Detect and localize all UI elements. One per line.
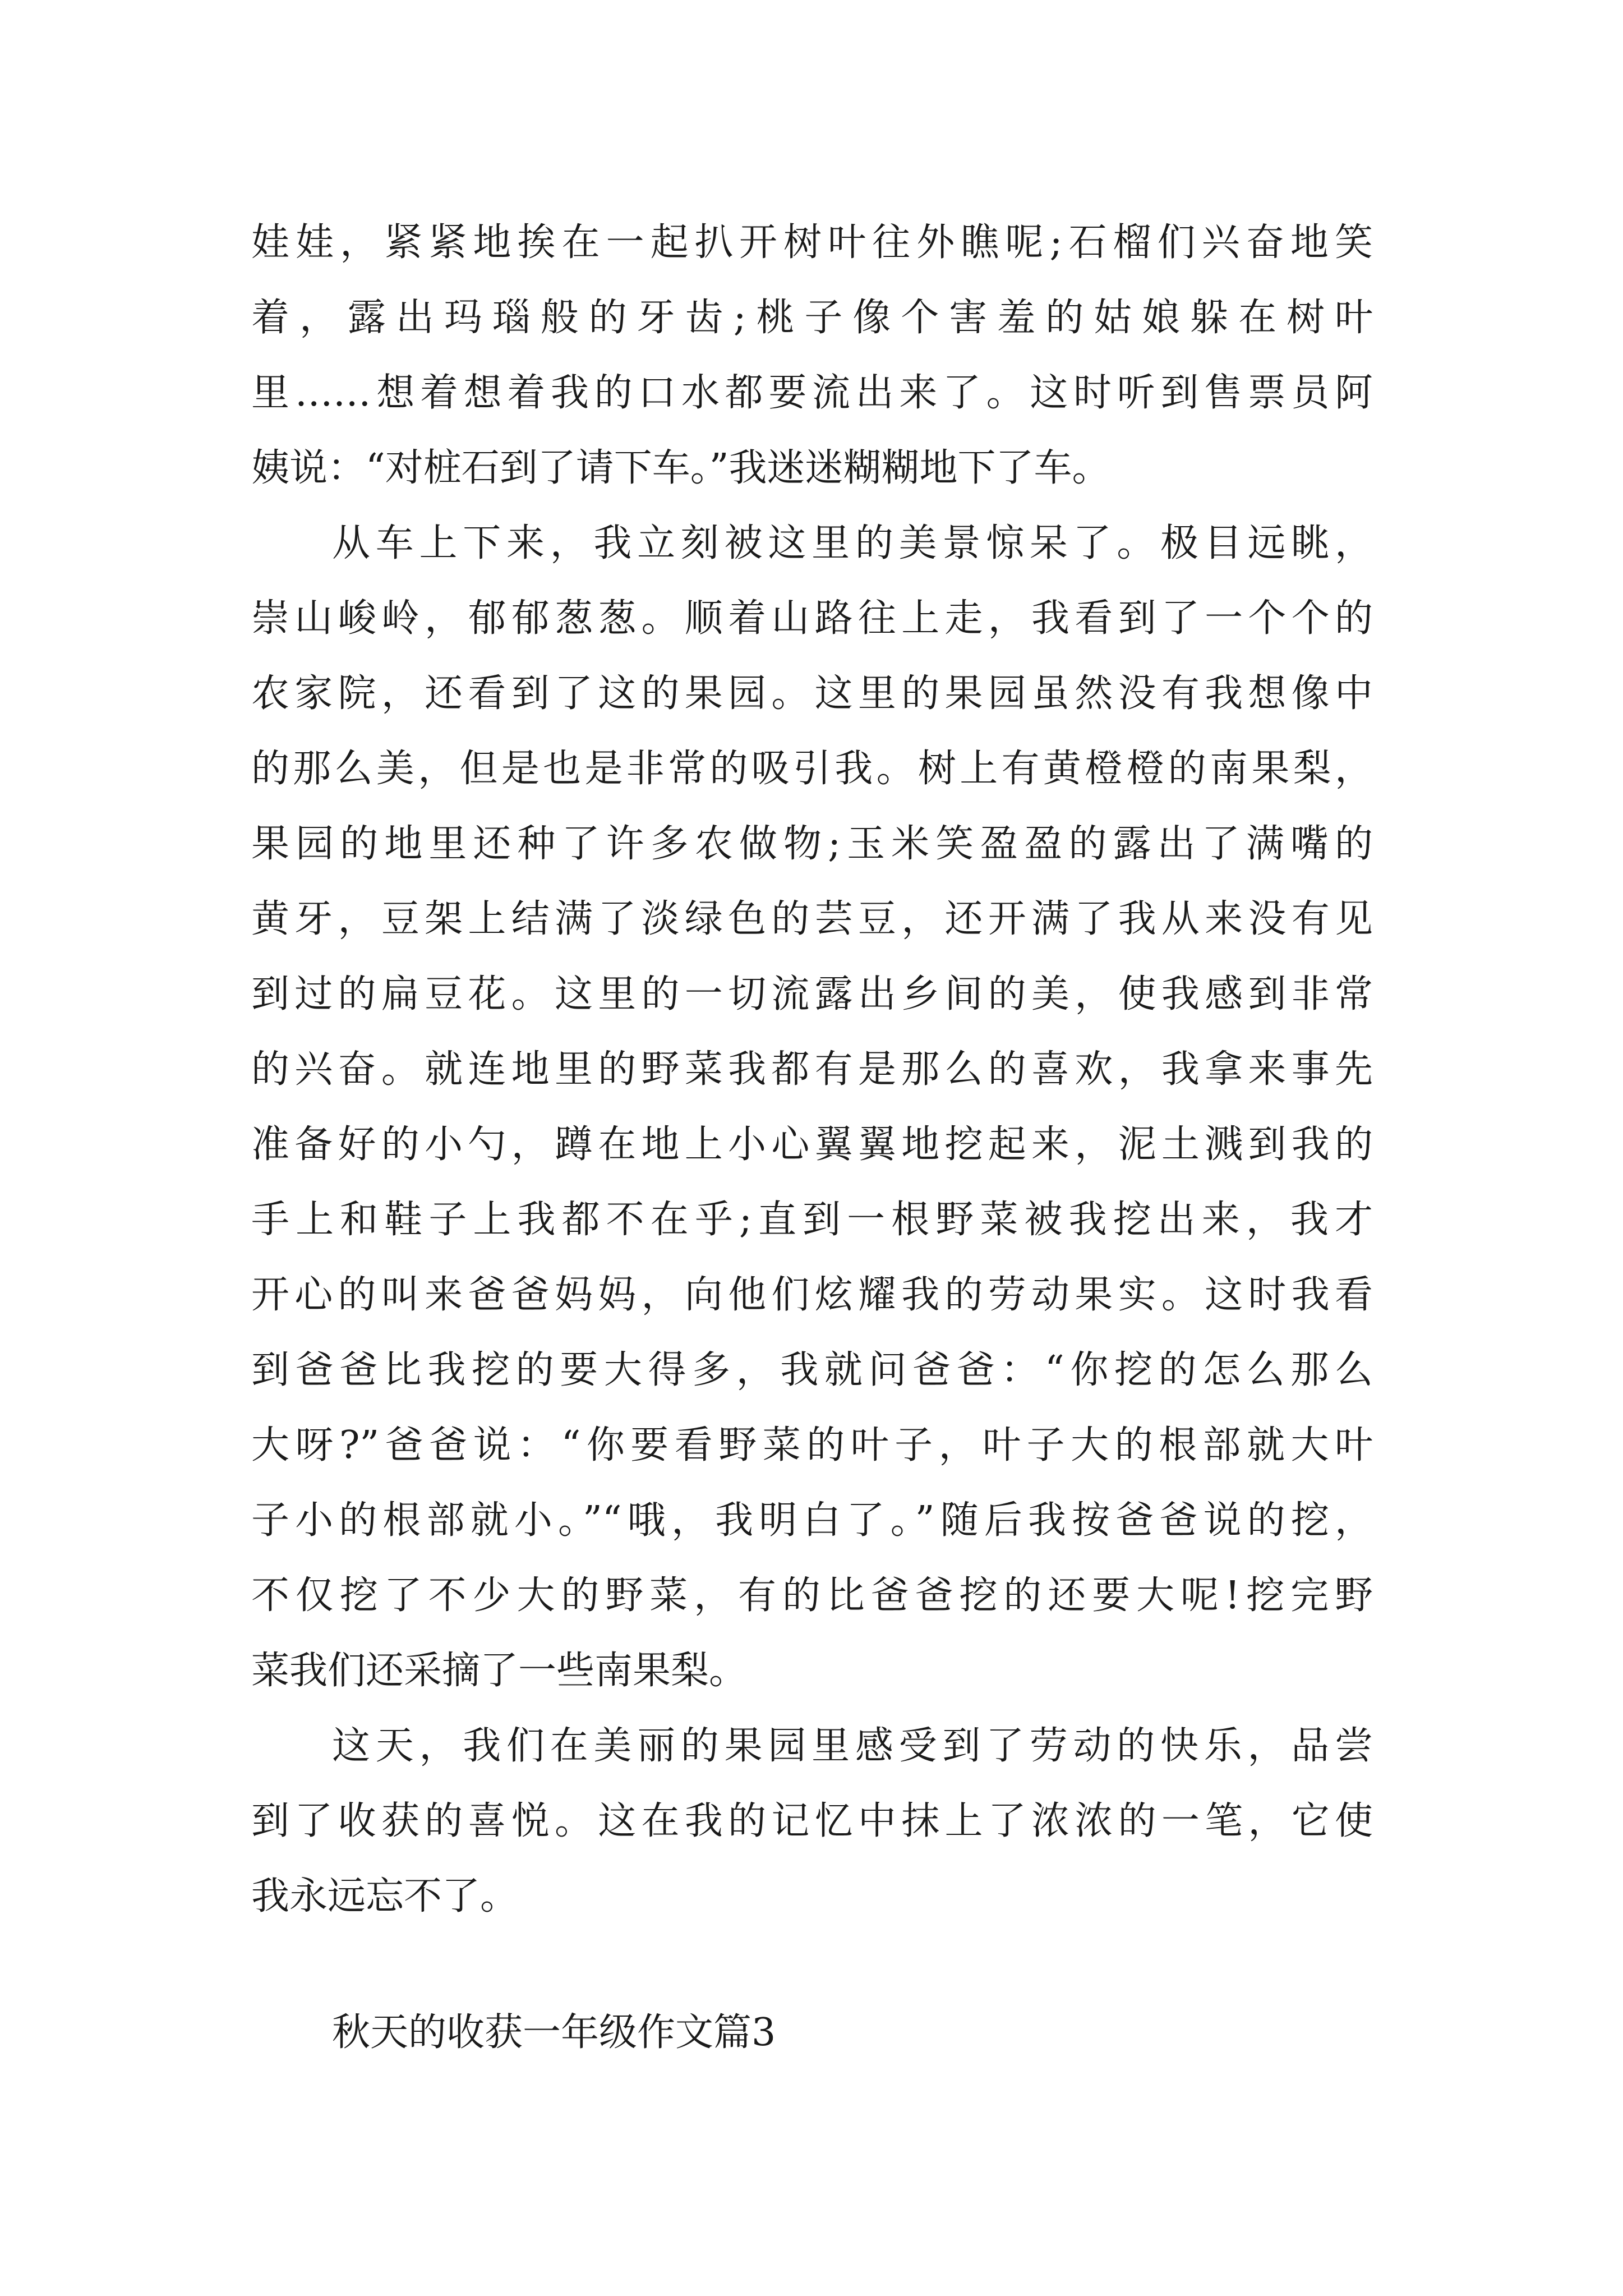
text-line: 的兴奋。就连地里的野菜我都有是那么的喜欢，我拿来事先 xyxy=(251,1047,1373,1092)
text-line: 崇山峻岭，郁郁葱葱。顺着山路往上走，我看到了一个个的 xyxy=(251,596,1373,641)
text-line: 姨说：“对桩石到了请下车。”我迷迷糊糊地下了车。 xyxy=(251,446,1110,490)
text-line: 娃娃，紧紧地挨在一起扒开树叶往外瞧呢;石榴们兴奋地笑 xyxy=(251,220,1373,265)
text-line: 果园的地里还种了许多农做物;玉米笑盈盈的露出了满嘴的 xyxy=(251,822,1373,866)
text-line: 开心的叫来爸爸妈妈，向他们炫耀我的劳动果实。这时我看 xyxy=(251,1273,1373,1317)
paragraph xyxy=(251,506,1373,1709)
text-line: 这天，我们在美丽的果园里感受到了劳动的快乐，品尝 xyxy=(332,1724,1373,1768)
section-heading: 秋天的收获一年级作文篇3 xyxy=(332,2010,776,2055)
text-line: 到爸爸比我挖的要大得多，我就问爸爸：“你挖的怎么那么 xyxy=(251,1348,1373,1392)
essay-body xyxy=(251,205,1373,1934)
text-line: 农家院，还看到了这的果园。这里的果园虽然没有我想像中 xyxy=(251,671,1373,716)
text-line: 手上和鞋子上我都不在乎;直到一根野菜被我挖出来，我才 xyxy=(251,1198,1373,1242)
text-line: 到了收获的喜悦。这在我的记忆中抹上了浓浓的一笔，它使 xyxy=(251,1799,1373,1843)
text-line: 大呀?”爸爸说：“你要看野菜的叶子，叶子大的根部就大叶 xyxy=(251,1423,1373,1467)
text-line: 我永远忘不了。 xyxy=(251,1874,519,1918)
text-line: 子小的根部就小。”“哦，我明白了。”随后我按爸爸说的挖， xyxy=(251,1498,1373,1543)
text-line: 里……想着想着我的口水都要流出来了。这时听到售票员阿 xyxy=(251,371,1373,415)
text-line: 从车上下来，我立刻被这里的美景惊呆了。极目远眺， xyxy=(332,521,1373,565)
text-line: 到过的扁豆花。这里的一切流露出乡间的美，使我感到非常 xyxy=(251,972,1373,1016)
text-line: 着，露出玛瑙般的牙齿;桃子像个害羞的姑娘躲在树叶 xyxy=(251,296,1373,340)
text-line: 菜我们还采摘了一些南果梨。 xyxy=(251,1649,748,1693)
text-line: 准备好的小勺，蹲在地上小心翼翼地挖起来，泥土溅到我的 xyxy=(251,1122,1373,1167)
text-line: 不仅挖了不少大的野菜，有的比爸爸挖的还要大呢!挖完野 xyxy=(251,1573,1373,1618)
paragraph xyxy=(251,205,1373,506)
text-line: 黄牙，豆架上结满了淡绿色的芸豆，还开满了我从来没有见 xyxy=(251,897,1373,941)
paragraph xyxy=(251,1709,1373,1934)
text-line: 的那么美，但是也是非常的吸引我。树上有黄橙橙的南果梨， xyxy=(251,747,1373,791)
